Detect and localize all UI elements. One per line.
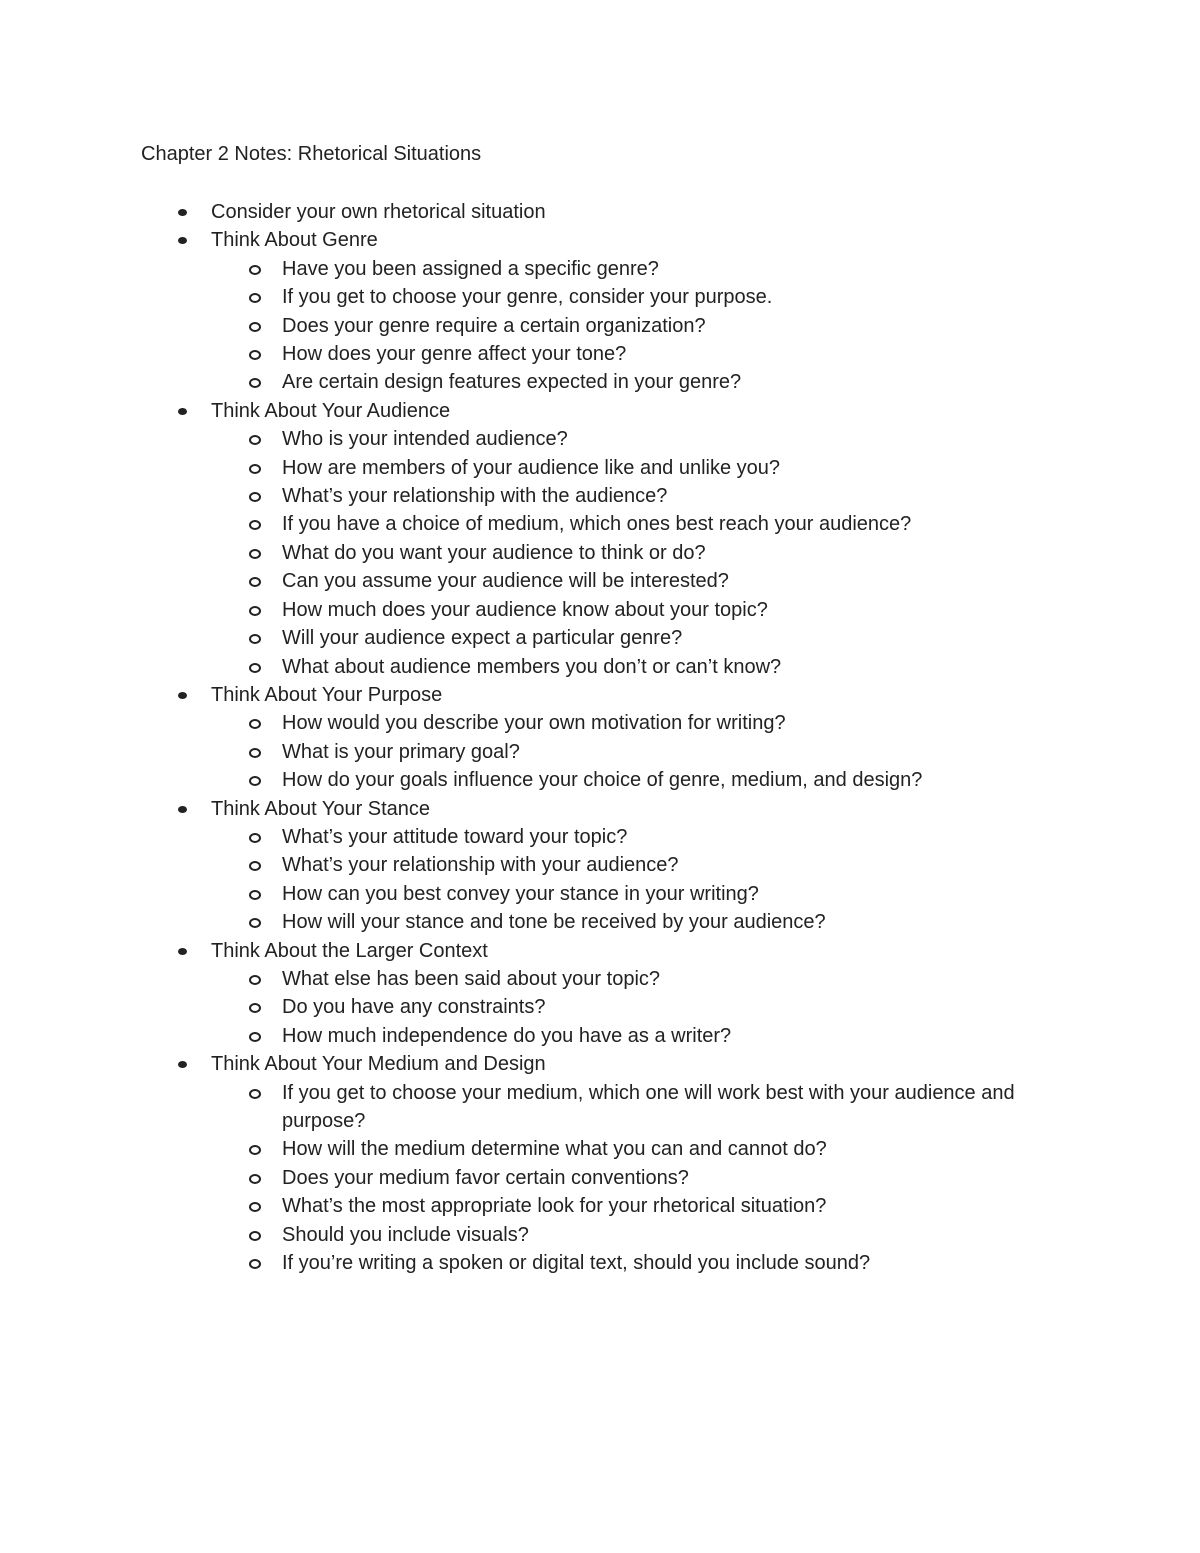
bullet-circle-icon (249, 435, 261, 445)
outline-subitem (0, 766, 1042, 794)
section-heading: Think About Your Stance (211, 797, 431, 820)
subitem-text: If you get to choose your medium, which one will work best with your audience and purpose? (282, 1081, 1015, 1132)
bullet-dot-icon (178, 237, 187, 244)
document-title: Chapter 2 Notes: Rhetorical Situations (141, 143, 482, 165)
subitem-text: What do you want your audience to think or do? (282, 541, 706, 564)
subitem-text: If you’re writing a spoken or digital text, should you include sound? (282, 1252, 871, 1275)
subitem-text: What’s the most appropriate look for your rhetorical situation? (282, 1195, 827, 1218)
outline-subitem (0, 624, 1042, 652)
bullet-circle-icon (249, 663, 261, 673)
bullet-circle-icon (249, 350, 261, 360)
subitem-text: How are members of your audience like and unlike you? (282, 456, 781, 479)
bullet-dot-icon (178, 806, 187, 813)
outline-subitem (0, 283, 1042, 311)
subitem-text: Have you been assigned a specific genre? (282, 257, 659, 280)
outline-section (0, 397, 1051, 425)
subitem-text: Will your audience expect a particular genre? (282, 627, 683, 650)
subitem-text: Who is your intended audience? (282, 428, 568, 451)
bullet-circle-icon (249, 748, 261, 758)
bullet-circle-icon (249, 1089, 261, 1099)
bullet-circle-icon (249, 918, 261, 928)
bullet-dot-icon (178, 692, 187, 699)
bullet-circle-icon (249, 975, 261, 985)
outline-subitem (0, 1192, 1042, 1220)
bullet-circle-icon (249, 861, 261, 871)
bullet-circle-icon (249, 606, 261, 616)
outline-subitem (0, 567, 1042, 595)
subitem-text: What’s your relationship with the audience? (282, 485, 668, 508)
subitem-text: Are certain design features expected in your genre? (282, 371, 742, 394)
bullet-circle-icon (249, 1202, 261, 1212)
bullet-dot-icon (178, 948, 187, 955)
section-heading: Think About Genre (211, 229, 378, 252)
outline-subitem (0, 1079, 1042, 1136)
section-heading: Consider your own rhetorical situation (211, 201, 546, 223)
subitem-text: What about audience members you don’t or can’t know? (282, 655, 782, 678)
subitem-text: How will the medium determine what you can and cannot do? (282, 1138, 827, 1161)
subitem-text: How much does your audience know about your topic? (282, 598, 768, 621)
section-heading: Think About Your Audience (211, 399, 451, 422)
bullet-circle-icon (249, 265, 261, 275)
outline-section (0, 226, 1051, 254)
outline-subitem (0, 482, 1042, 510)
outline-subitem (0, 965, 1042, 993)
bullet-circle-icon (249, 833, 261, 843)
outline-subitem (0, 851, 1042, 879)
bullet-dot-icon (178, 408, 187, 415)
section-heading: Think About Your Medium and Design (211, 1053, 546, 1076)
subitem-text: Does your medium favor certain conventions? (282, 1166, 689, 1189)
bullet-circle-icon (249, 492, 261, 502)
subitem-text: How much independence do you have as a writer? (282, 1024, 732, 1047)
bullet-circle-icon (249, 1174, 261, 1184)
bullet-circle-icon (249, 322, 261, 332)
section-heading: Think About Your Purpose (211, 683, 443, 706)
bullet-circle-icon (249, 1231, 261, 1241)
outline-subitem (0, 1022, 1042, 1050)
outline-subitem (0, 823, 1042, 851)
bullet-circle-icon (249, 1032, 261, 1042)
outline-subitem (0, 1221, 1042, 1249)
subitem-text: How would you describe your own motivation for writing? (282, 712, 786, 735)
outline-subitem (0, 880, 1042, 908)
outline-subitem (0, 510, 1042, 538)
outline-subitem (0, 425, 1042, 453)
outline-subitem (0, 653, 1042, 681)
outline-section (0, 198, 1051, 226)
outline-subitem (0, 1164, 1042, 1192)
bullet-circle-icon (249, 1145, 261, 1155)
outline-subitem (0, 255, 1042, 283)
bullet-circle-icon (249, 634, 261, 644)
outline-subitem (0, 709, 1042, 737)
outline-subitem (0, 1249, 1042, 1277)
bullet-circle-icon (249, 464, 261, 474)
bullet-dot-icon (178, 1061, 187, 1068)
subitem-text: How does your genre affect your tone? (282, 343, 627, 366)
subitem-text: Do you have any constraints? (282, 996, 546, 1019)
outline-section (0, 681, 1051, 709)
subitem-text: If you get to choose your genre, consider your purpose. (282, 286, 773, 309)
subitem-text: What else has been said about your topic? (282, 967, 661, 990)
subitem-text: What’s your attitude toward your topic? (282, 825, 628, 848)
bullet-circle-icon (249, 776, 261, 786)
subitem-text: Can you assume your audience will be interested? (282, 570, 729, 593)
bullet-dot-icon (178, 209, 187, 216)
outline-section (0, 937, 1051, 965)
outline-section (0, 795, 1051, 823)
bullet-circle-icon (249, 293, 261, 303)
outline-subitem (0, 340, 1042, 368)
subitem-text: What is your primary goal? (282, 740, 520, 763)
section-heading: Think About the Larger Context (211, 939, 488, 962)
bullet-circle-icon (249, 719, 261, 729)
subitem-text: How will your stance and tone be received by your audience? (282, 911, 826, 934)
subitem-text: If you have a choice of medium, which ones best reach your audience? (282, 513, 912, 536)
notes-outline (0, 198, 1200, 1277)
outline-subitem (0, 1135, 1042, 1163)
outline-subitem (0, 539, 1042, 567)
outline-subitem (0, 312, 1042, 340)
bullet-circle-icon (249, 520, 261, 530)
outline-subitem (0, 596, 1042, 624)
subitem-text: Should you include visuals? (282, 1223, 529, 1246)
outline-subitem (0, 738, 1042, 766)
subitem-text: How can you best convey your stance in your writing? (282, 882, 759, 905)
bullet-circle-icon (249, 378, 261, 388)
bullet-circle-icon (249, 577, 261, 587)
bullet-circle-icon (249, 1003, 261, 1013)
subitem-text: Does your genre require a certain organization? (282, 314, 706, 337)
bullet-circle-icon (249, 890, 261, 900)
subitem-text: What’s your relationship with your audience? (282, 854, 679, 877)
outline-subitem (0, 908, 1042, 936)
outline-subitem (0, 368, 1042, 396)
outline-subitem (0, 454, 1042, 482)
bullet-circle-icon (249, 549, 261, 559)
outline-subitem (0, 993, 1042, 1021)
subitem-text: How do your goals influence your choice of genre, medium, and design? (282, 769, 923, 792)
bullet-circle-icon (249, 1259, 261, 1269)
outline-section (0, 1050, 1051, 1078)
